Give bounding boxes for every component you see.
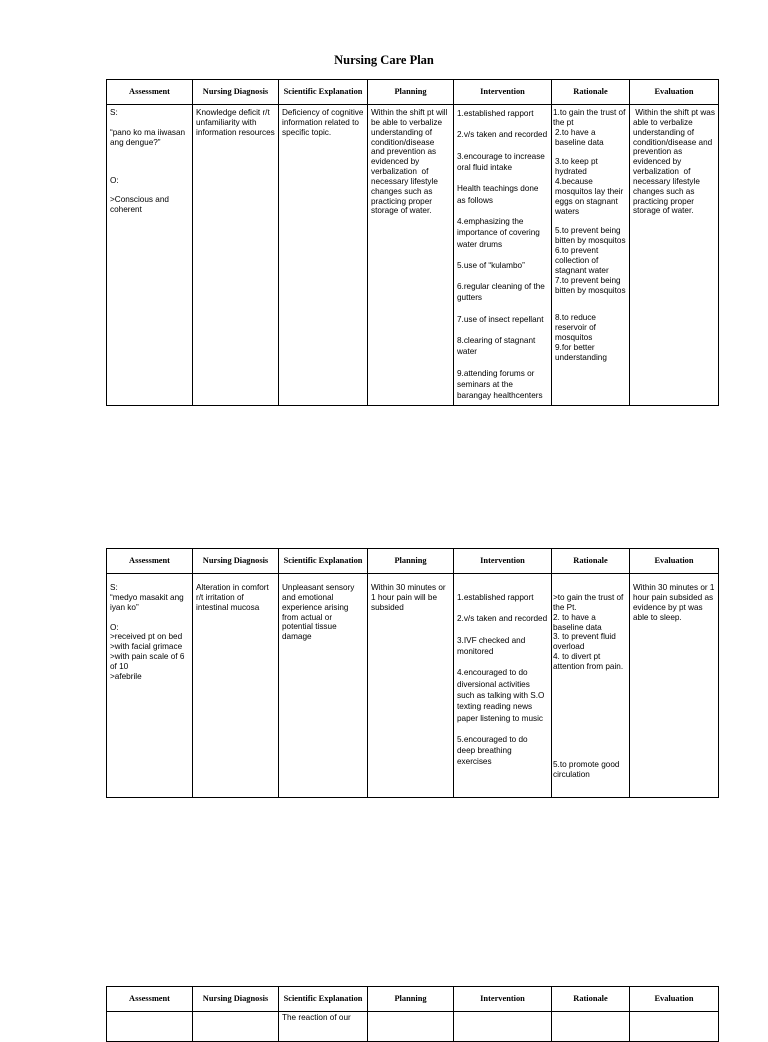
header-intervention: Intervention xyxy=(454,987,552,1012)
planning-text: Within 30 minutes or 1 hour pain will be subsided xyxy=(371,583,448,612)
care-plan-table-2 xyxy=(106,548,719,798)
subjective-label: S: xyxy=(110,583,118,592)
diagnosis-text: Alteration in comfort r/t irritation of intestinal mucosa xyxy=(196,583,272,612)
planning-cell xyxy=(368,105,454,406)
table-row xyxy=(107,105,719,406)
list-item: 3.encourage to increase oral fluid intake xyxy=(457,151,548,172)
list-item: 6.regular cleaning of the gutters xyxy=(457,282,548,303)
header-planning: Planning xyxy=(368,80,454,105)
header-scientific-explanation: Scientific Explanation xyxy=(279,80,368,105)
header-rationale: Rationale xyxy=(552,549,630,574)
list-item: 2.to have a baseline data xyxy=(555,127,604,147)
header-rationale: Rationale xyxy=(552,987,630,1012)
evaluation-cell xyxy=(630,1012,719,1042)
list-item: 7.to prevent being bitten by mosquitos xyxy=(555,275,626,295)
list-item: 5.encouraged to do deep breathing exercises xyxy=(457,734,530,767)
list-item: >with facial grimace xyxy=(110,642,183,652)
list-item: 3.to keep pt hydrated xyxy=(555,157,601,177)
list-item: 4. to divert pt attention from pain. xyxy=(553,652,624,671)
evaluation-text: Within the shift pt was able to verbalize understanding of condition/disease and prevention as evidenced by verbalization of necessary lifestyle changes such as practicing proper storage of water. xyxy=(633,108,718,216)
list-item: 3.IVF checked and monitored xyxy=(457,635,528,656)
header-nursing-diagnosis: Nursing Diagnosis xyxy=(193,549,279,574)
diagnosis-cell xyxy=(193,1012,279,1042)
explanation-cell xyxy=(279,1012,368,1042)
header-evaluation: Evaluation xyxy=(630,80,719,105)
explanation-text: The reaction of our xyxy=(282,1013,351,1022)
list-item: 4.emphasizing the importance of covering water drums xyxy=(457,216,543,249)
table-row xyxy=(107,574,719,798)
table-header-row xyxy=(107,987,719,1012)
list-item: 8.clearing of stagnant water xyxy=(457,336,538,357)
care-plan-table-3 xyxy=(106,986,719,1042)
header-intervention: Intervention xyxy=(454,549,552,574)
table-header-row xyxy=(107,549,719,574)
explanation-cell xyxy=(279,574,368,798)
list-item: >with pain scale of 6 of 10 xyxy=(110,652,187,671)
list-item: 7.use of insect repellant xyxy=(457,314,544,324)
table-row xyxy=(107,1012,719,1042)
list-item: >to gain the trust of the Pt. xyxy=(553,593,626,612)
header-scientific-explanation: Scientific Explanation xyxy=(279,549,368,574)
list-item: 9.for better understanding xyxy=(555,342,607,362)
explanation-text: Unpleasant sensory and emotional experience arising from actual or potential tissue damage xyxy=(282,583,357,642)
evaluation-cell xyxy=(630,105,719,406)
list-item: 5.use of “kulambo” xyxy=(457,260,525,270)
table-header-row xyxy=(107,80,719,105)
subjective-text: “pano ko ma iiwasan ang dengue?” xyxy=(110,127,188,147)
rationale-cell xyxy=(552,574,630,798)
list-item: 1.established rapport xyxy=(457,109,534,118)
objective-label: O: xyxy=(110,622,119,632)
list-item: 6.to prevent collection of stagnant water xyxy=(555,246,609,275)
evaluation-text: Within 30 minutes or 1 hour pain subsided as evidence by pt was able to sleep. xyxy=(633,583,717,622)
rationale-cell xyxy=(552,105,630,406)
diagnosis-cell xyxy=(193,105,279,406)
evaluation-cell xyxy=(630,574,719,798)
header-evaluation: Evaluation xyxy=(630,987,719,1012)
diagnosis-text: Knowledge deficit r/t unfamiliarity with information resources xyxy=(196,108,275,137)
list-item: 8.to reduce reservoir of mosquitos xyxy=(555,313,599,343)
list-item: 4.because mosquitos lay their eggs on stagnant waters xyxy=(555,177,626,216)
objective-text: >Conscious and coherent xyxy=(110,195,172,215)
list-item: >afebrile xyxy=(110,671,142,681)
diagnosis-cell xyxy=(193,574,279,798)
list-item: 1.to gain the trust of the pt xyxy=(553,108,628,127)
list-item: 5.to promote good circulation xyxy=(553,759,622,779)
header-rationale: Rationale xyxy=(552,80,630,105)
subjective-label: S: xyxy=(110,108,118,117)
intervention-cell xyxy=(454,574,552,798)
header-scientific-explanation: Scientific Explanation xyxy=(279,987,368,1012)
list-item: Health teachings done as follows xyxy=(457,184,541,205)
planning-cell xyxy=(368,574,454,798)
list-item: 3. to prevent fluid overload xyxy=(553,632,619,652)
header-assessment: Assessment xyxy=(107,549,193,574)
explanation-text: Deficiency of cognitive information related to specific topic. xyxy=(282,108,366,137)
intervention-cell xyxy=(454,1012,552,1042)
planning-cell xyxy=(368,1012,454,1042)
assessment-cell xyxy=(107,105,193,406)
header-evaluation: Evaluation xyxy=(630,549,719,574)
intervention-cell xyxy=(454,105,552,406)
header-planning: Planning xyxy=(368,549,454,574)
document-title: Nursing Care Plan xyxy=(334,53,434,67)
header-nursing-diagnosis: Nursing Diagnosis xyxy=(193,987,279,1012)
rationale-cell xyxy=(552,1012,630,1042)
header-nursing-diagnosis: Nursing Diagnosis xyxy=(193,80,279,105)
subjective-text: “medyo masakit ang iyan ko” xyxy=(110,592,187,612)
list-item: >received pt on bed xyxy=(110,632,183,642)
objective-label: O: xyxy=(110,175,119,185)
header-assessment: Assessment xyxy=(107,80,193,105)
list-item: 1.established rapport xyxy=(457,593,534,602)
list-item: 4.encouraged to do diversional activities such as talking with S.O texting reading news paper listening to music xyxy=(457,668,547,723)
header-assessment: Assessment xyxy=(107,987,193,1012)
list-item: 5.to prevent being bitten by mosquitos xyxy=(555,226,626,246)
assessment-cell xyxy=(107,574,193,798)
header-planning: Planning xyxy=(368,987,454,1012)
care-plan-table-1 xyxy=(106,79,719,406)
assessment-cell xyxy=(107,1012,193,1042)
planning-text: Within the shift pt will be able to verbalize understanding of condition/disease and prevention as evidenced by verbalization of necessary lifestyle changes such as practicing proper storage of water. xyxy=(371,108,450,216)
list-item: 2.v/s taken and recorded xyxy=(457,130,548,140)
list-item: 2. to have a baseline data xyxy=(553,612,602,632)
header-intervention: Intervention xyxy=(454,80,552,105)
list-item: 2.v/s taken and recorded xyxy=(457,614,548,624)
list-item: 9.attending forums or seminars at the barangay healthcenters xyxy=(457,368,543,401)
explanation-cell xyxy=(279,105,368,406)
